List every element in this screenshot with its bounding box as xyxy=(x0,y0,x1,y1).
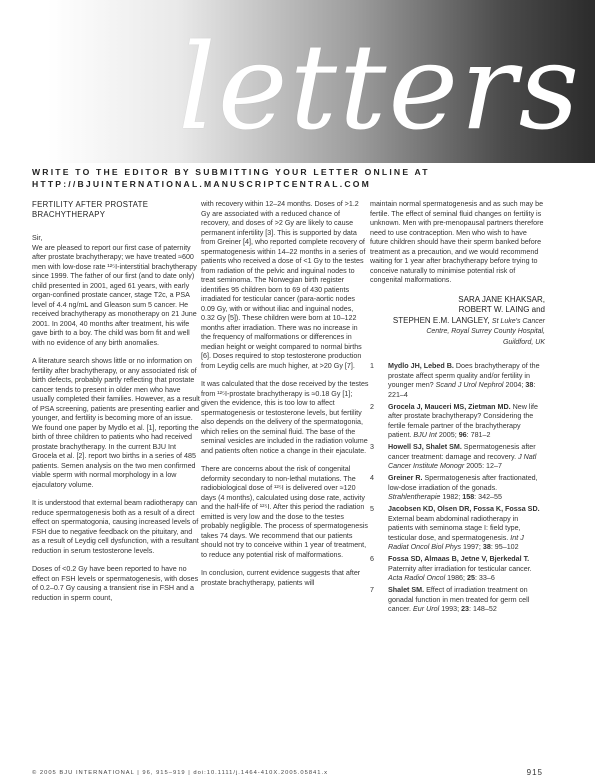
reference-item: 4 Greiner R. Spermatogenesis after fractionated, low-dose irradiation of the gonads. Strahlentherapie 1982; 158: 342–55 xyxy=(370,474,538,501)
paragraph: It is understood that external beam radiotherapy can reduce spermatogenesis both as a result of a direct effect on spermatogonia, causing increased levels of FSH due to negative feedback on the pituitary, and as a result of Leydig cell dysfunction, with a resultant reduction in serum testosterone levels. xyxy=(32,499,199,555)
section-title: letters xyxy=(178,18,582,156)
page-number: 915 xyxy=(526,768,543,777)
letters-banner xyxy=(0,0,595,163)
reference-item: 1 Mydlo JH, Lebed B. Does brachytherapy of the prostate affect sperm quality and/or fertility in younger men? Scand J Urol Nephrol 2004; 38: 221–4 xyxy=(370,362,540,399)
column-2 xyxy=(201,200,369,597)
author-line: SARA JANE KHAKSAR, xyxy=(458,294,545,304)
paragraph: with recovery within 12–24 months. Doses of >1.2 Gy are associated with a reduced chance of recovery, and doses of >2 Gy are likely to cause permanent infertility [3]. This is supported by data from Greiner [4], who reported complete recovery of spermatogenesis within 14–22 months in a series of patients who received a dose of <1 Gy to the testes from radiation of the pelvic and inguinal nodes to treat seminoma. The Norwegian birth register identifies 95 children born to 69 of 430 patients irradiated for testicular cancer (para-aortic nodes 0.09 Gy, with or without iliac and inguinal nodes, 0.32 Gy [5]). These children were born at 10–122 months after irradiation. There was no increase in the frequency of malformations or differences in median height or weight compared to normal births [6]. Doses required to stop testosterone production from Leydig cells are much higher, at >20 Gy [7]. xyxy=(201,200,366,370)
paragraph: Doses of <0.2 Gy have been reported to have no effect on FSH levels or spermatogenesis, with doses of 0.2–0.7 Gy causing a transient rise in FSH and a reduction in sperm count, xyxy=(32,565,199,602)
affiliation: St Luke's Cancer xyxy=(491,317,545,325)
paragraph: There are concerns about the risk of congenital deformity secondary to non-lethal mutations. The radiobiological dose of ¹²⁵I is delivered over ≈120 days (4 months), calculated using dose rate, activity and the half-life of ¹²⁵I. After this period the radiation emitted is very low and the dose to the testes probably negligible. The process of spermatogenesis takes 74 days. We recommend that our patients should not try to conceive within 1 year of treatment, to reduce any potential risk of malformations. xyxy=(201,465,368,559)
author-line: STEPHEN E.M. LANGLEY, xyxy=(392,315,490,325)
paragraph: In conclusion, current evidence suggests that after prostate brachytherapy, patients will xyxy=(201,569,361,587)
salutation: Sir, xyxy=(32,234,43,242)
column-1 xyxy=(32,200,200,612)
reference-item: 6 Fossa SD, Almaas B, Jetne V, Bjerkedal T. Paternity after irradiation for testicular cancer. Acta Radiol Oncol 1986; 25: 33–6 xyxy=(370,555,532,582)
footer-citation: © 2005 BJU INTERNATIONAL | 96, 915–919 | doi:10.1111/j.1464-410X.2005.05841.x xyxy=(32,770,329,776)
submission-url[interactable]: HTTP://BJUINTERNATIONAL.MANUSCRIPTCENTRAL.COM xyxy=(32,179,371,189)
signature xyxy=(370,295,545,349)
affiliation: Guildford, UK xyxy=(502,338,545,346)
column-3 xyxy=(370,200,545,617)
reference-item: 5 Jacobsen KD, Olsen DR, Fossa K, Fossa SD. External beam abdominal radiotherapy in patients with seminoma stage I: field type, testicular dose, and spermatogenesis. Int J Radiat Oncol Biol Phys 1997; 38: 95–102 xyxy=(370,505,540,551)
submission-instructions xyxy=(32,166,572,190)
reference-list xyxy=(370,362,545,615)
author-line: ROBERT W. LAING and xyxy=(458,305,545,314)
paragraph: We are pleased to report our first case of paternity after prostate brachytherapy; we have treated ≈600 men with low-dose rate ¹²⁵I-interstitial brachytherapy since 1999. The father of our first (and to date only) child presented in 2001, aged 61 years, with early organ-confined prostate cancer, stage T2c, a PSA level of 4.4 ng/mL and Gleason sum 5 cancer. He received brachytherapy as monotherapy on 21 June 2001. In 2004, 40 months after treatment, his wife gave birth to a boy. The child was born fit and well with no evidence of any birth anomalies. xyxy=(32,243,197,347)
paragraph: maintain normal spermatogenesis and as such may be fertile. The effect of seminal fluid changes on fertility is unknown. Men with pre-menopausal partners therefore need to use contraception. Men who wish to have future children should have their sperm banked before treatment as a precaution, and we would recommend waiting for 1 year after brachytherapy before trying to conceive naturally to minimise potential risk of congenital malformations. xyxy=(370,200,544,284)
reference-item: 3 Howell SJ, Shalet SM. Spermatogenesis after cancer treatment: damage and recovery. J Natl Cancer Institute Monogr 2005: 12–7 xyxy=(370,443,537,470)
submission-line: WRITE TO THE EDITOR BY SUBMITTING YOUR LETTER ONLINE AT xyxy=(32,167,430,177)
letter-title: FERTILITY AFTER PROSTATE BRACHYTHERAPY xyxy=(32,200,149,219)
paragraph: A literature search shows little or no information on fertility after brachytherapy, or any associated risk of birth defects, probably partly reflecting that prostate cancer tends to present in older men who have usually completed their families. However, as a result of PSA screening, patients are presenting earlier and younger, and fertility is becoming more of an issue. We found one paper by Mydlo et al. [1], reporting the birth of three children to patients who had received prostate brachytherapy. In the current BJU Int Grocela et al. [2]. report two births in a series of 485 patients. Semen analysis on the two men confirmed viable sperm with normal morphology in a low ejaculatory volume. xyxy=(32,357,200,489)
paragraph: It was calculated that the dose received by the testes from ¹²⁵I-prostate brachytherapy is ≈0.18 Gy [1]; given the evidence, this is too low to affect spermatogenesis or testosterone levels, but fertility also depends on the delivery of the spermatogonia, which relies on the seminal fluid. The base of the seminal vesicles are included in the radiation volume and patients often notice a change in their ejaculate. xyxy=(201,380,369,455)
reference-item: 7 Shalet SM. Effect of irradiation treatment on gonadal function in men treated for germ cell cancer. Eur Urol 1993; 23: 148–52 xyxy=(370,586,530,613)
reference-item: 2 Grocela J, Mauceri MS, Zietman MD. New life after prostate brachytherapy? Considering the fertile female partner of the brachytherapy patient. BJU Int 2005; 96: 781–2 xyxy=(370,402,539,439)
affiliation: Centre, Royal Surrey County Hospital, xyxy=(426,328,545,335)
